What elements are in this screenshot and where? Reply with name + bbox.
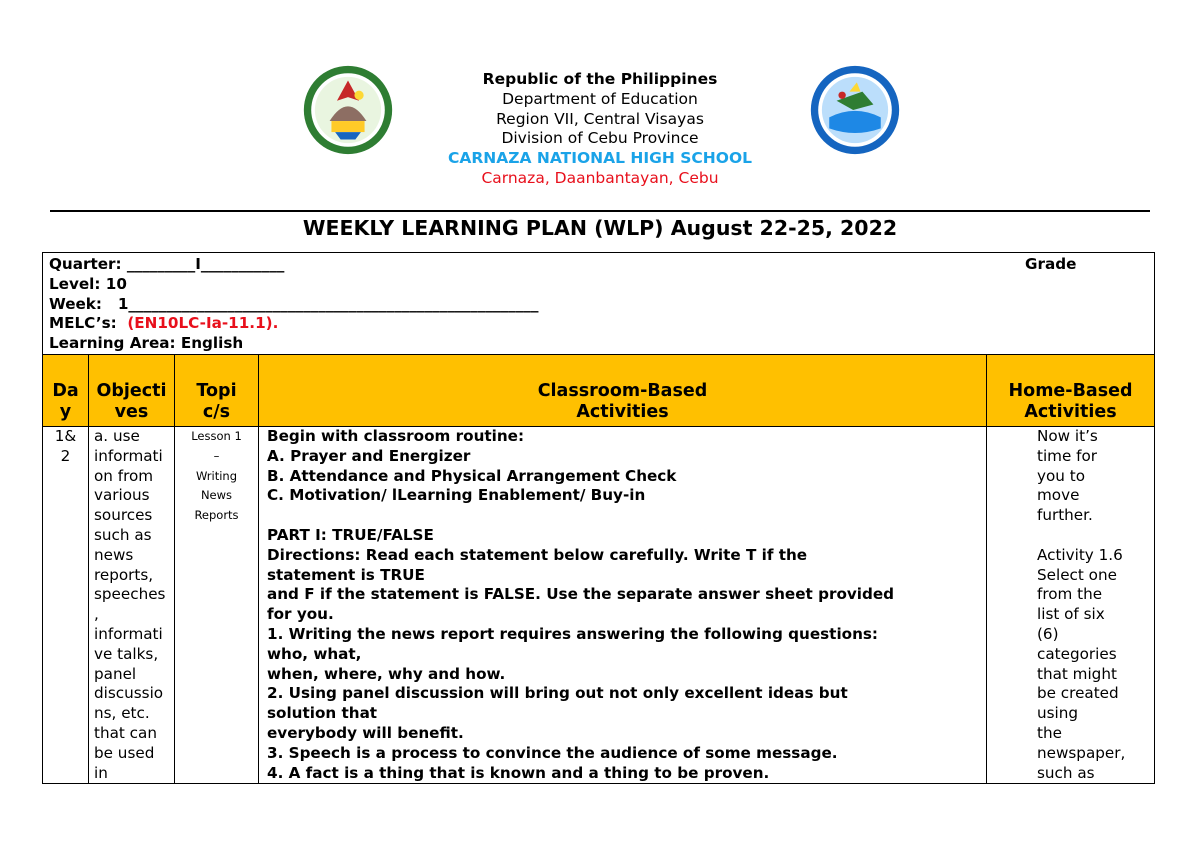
division-line: Division of Cebu Province bbox=[501, 129, 699, 148]
melc-label: MELC’s: bbox=[49, 314, 128, 333]
header-home-activities: Home-Based Activities bbox=[987, 354, 1155, 426]
cell-line: time for bbox=[1037, 446, 1098, 465]
cell-line: Writing bbox=[195, 468, 238, 483]
cell-line: in bbox=[94, 763, 108, 782]
grade-label: Grade bbox=[1025, 255, 1077, 273]
quarter-line bbox=[49, 255, 1148, 275]
cell-line: , bbox=[94, 605, 99, 624]
cell-line: everybody will benefit. bbox=[267, 723, 464, 742]
cell-line: C. Motivation/ lLearning Enablement/ Buy-in bbox=[267, 486, 646, 505]
level-line: Level: 10 bbox=[49, 274, 127, 293]
week-value: 1______________________________________________________ bbox=[112, 294, 539, 313]
melc-line bbox=[49, 314, 1148, 334]
cell-line bbox=[267, 506, 981, 526]
republic-line: Republic of the Philippines bbox=[482, 70, 718, 88]
cell-line: news bbox=[94, 545, 134, 564]
quarter-value: _________I___________ bbox=[126, 255, 285, 273]
cell-line: discussio bbox=[94, 684, 164, 703]
cell-line: Now it’s bbox=[1037, 426, 1098, 445]
cell-line: PART I: TRUE/FALSE bbox=[267, 525, 434, 544]
header-objectives: Objecti ves bbox=[89, 354, 175, 426]
cell-line: newspaper, bbox=[1037, 743, 1126, 762]
cell-line: Reports bbox=[194, 508, 239, 523]
cell-line: be used bbox=[94, 743, 155, 762]
header-divider bbox=[50, 210, 1150, 212]
cell-line: such as bbox=[94, 525, 152, 544]
school-address: Carnaza, Daanbantayan, Cebu bbox=[481, 168, 719, 187]
cell-line: 2 bbox=[60, 446, 71, 465]
objectives-cell bbox=[89, 426, 175, 783]
week-line bbox=[49, 295, 1148, 315]
table-header-row bbox=[43, 354, 1155, 426]
topics-cell bbox=[175, 426, 259, 783]
cell-line: various bbox=[94, 486, 150, 505]
region-line: Region VII, Central Visayas bbox=[496, 109, 704, 128]
header-topics: Topi c/s bbox=[175, 354, 259, 426]
cell-line: Begin with classroom routine: bbox=[267, 426, 525, 445]
department-line: Department of Education bbox=[502, 89, 698, 108]
learning-plan-table bbox=[42, 252, 1155, 784]
cell-line: B. Attendance and Physical Arrangement Check bbox=[267, 466, 677, 485]
header-day: Da y bbox=[43, 354, 89, 426]
plan-title: WEEKLY LEARNING PLAN (WLP) August 22-25, 2022 bbox=[302, 216, 898, 240]
cell-line: categories bbox=[1037, 644, 1117, 663]
cell-line: who, what, bbox=[267, 644, 362, 663]
cell-line: statement is TRUE bbox=[267, 565, 425, 584]
cell-line: when, where, why and how. bbox=[267, 664, 506, 683]
cell-line: 1& bbox=[54, 426, 77, 445]
cell-line: list of six bbox=[1037, 605, 1105, 624]
melc-code: (EN10LC-Ia-11.1). bbox=[127, 314, 279, 333]
header-classroom-activities: Classroom-Based Activities bbox=[259, 354, 987, 426]
table-row bbox=[43, 426, 1155, 783]
cell-line: on from bbox=[94, 466, 154, 485]
cell-line: News bbox=[200, 488, 233, 503]
plan-info bbox=[43, 253, 1155, 355]
quarter-label: Quarter: bbox=[49, 255, 127, 273]
cell-line: Lesson 1 bbox=[191, 428, 242, 443]
cell-line: Activity 1.6 bbox=[1037, 545, 1123, 564]
cell-line: A. Prayer and Energizer bbox=[267, 446, 471, 465]
cell-line: 4. A fact is a thing that is known and a thing to be proven. bbox=[267, 763, 770, 782]
cell-line: and F if the statement is FALSE. Use the separate answer sheet provided bbox=[267, 585, 895, 604]
school-name: CARNAZA NATIONAL HIGH SCHOOL bbox=[448, 149, 752, 168]
cell-line: (6) bbox=[1037, 624, 1059, 643]
cell-line: solution that bbox=[267, 704, 378, 723]
cell-line: you to bbox=[1037, 466, 1085, 485]
cell-line: that might bbox=[1037, 664, 1117, 683]
cell-line: ve talks, bbox=[94, 644, 159, 663]
cell-line: 3. Speech is a process to convince the audience of some message. bbox=[267, 743, 838, 762]
cell-line: 1. Writing the news report requires answering the following questions: bbox=[267, 624, 879, 643]
province-seal-icon bbox=[809, 64, 901, 156]
day-cell bbox=[43, 426, 89, 783]
cell-line: ns, etc. bbox=[94, 704, 150, 723]
cell-line: such as bbox=[1037, 763, 1095, 782]
cell-line: – bbox=[213, 448, 220, 463]
cell-line: further. bbox=[1037, 506, 1093, 525]
cell-line: informati bbox=[94, 446, 163, 465]
home-activities-cell bbox=[987, 426, 1155, 783]
cell-line bbox=[1037, 526, 1149, 546]
cell-line: panel bbox=[94, 664, 137, 683]
classroom-activities-cell bbox=[259, 426, 987, 783]
cell-line: Select one bbox=[1037, 565, 1117, 584]
cell-line: speeches bbox=[94, 585, 166, 604]
cell-line: 2. Using panel discussion will bring out not only excellent ideas but bbox=[267, 684, 848, 703]
cell-line: sources bbox=[94, 506, 153, 525]
cell-line: Directions: Read each statement below carefully. Write T if the bbox=[267, 545, 808, 564]
cell-line: reports, bbox=[94, 565, 154, 584]
cell-line: for you. bbox=[267, 605, 334, 624]
cell-line: using bbox=[1037, 704, 1079, 723]
letterhead bbox=[380, 70, 820, 189]
week-label: Week: bbox=[49, 294, 113, 313]
cell-line: move bbox=[1037, 486, 1080, 505]
cell-line: informati bbox=[94, 624, 163, 643]
cell-line: that can bbox=[94, 723, 157, 742]
learning-area-line: Learning Area: English bbox=[49, 334, 244, 353]
cell-line: be created bbox=[1037, 684, 1119, 703]
cell-line: the bbox=[1037, 723, 1062, 742]
cell-line: from the bbox=[1037, 585, 1103, 604]
cell-line: a. use bbox=[94, 426, 140, 445]
